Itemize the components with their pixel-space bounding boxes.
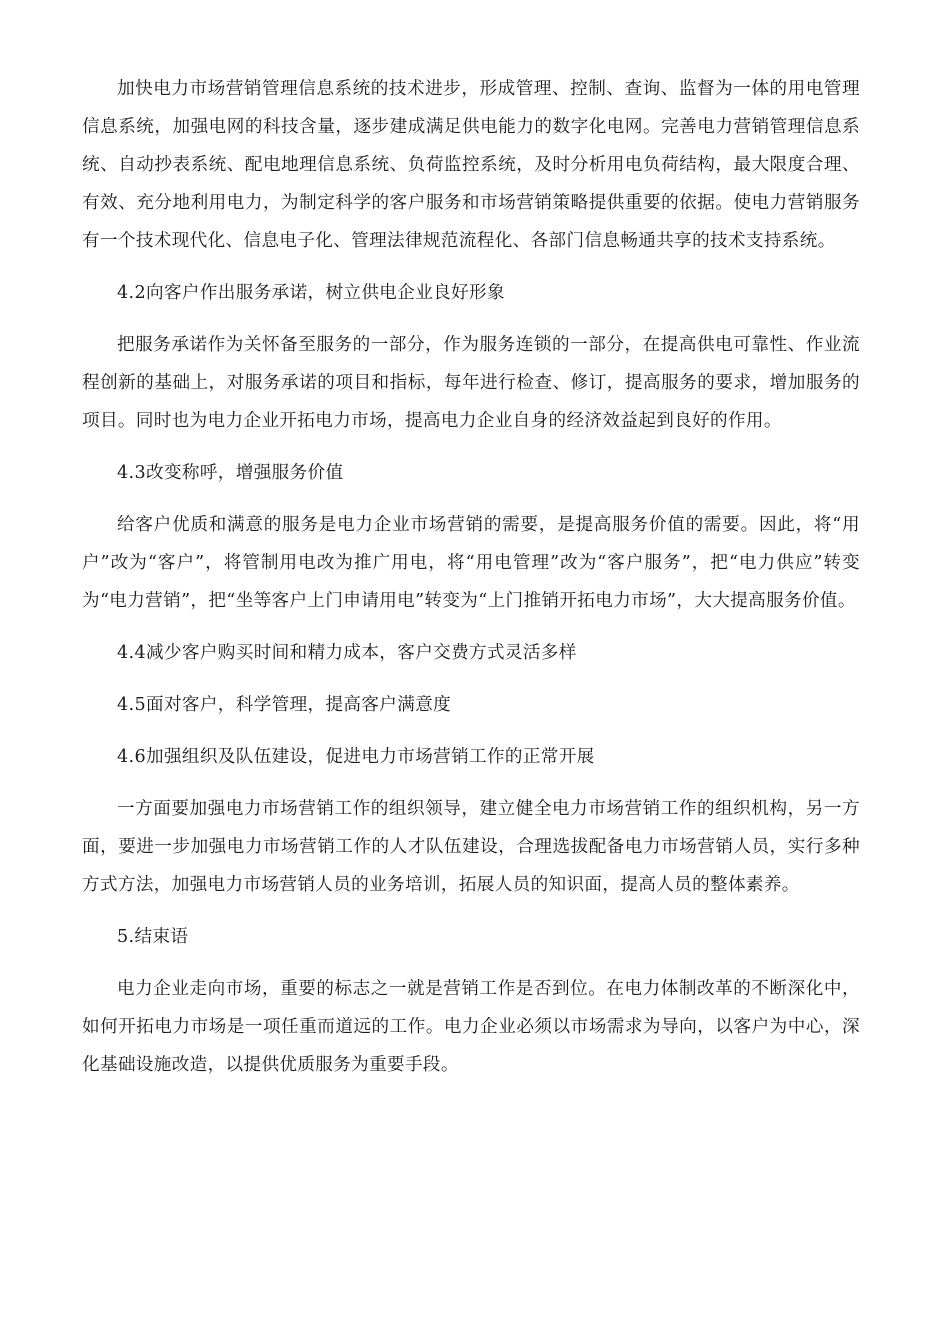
heading-4-2: 4.2向客户作出服务承诺，树立供电企业良好形象 <box>117 283 505 303</box>
paragraph-service-value: 给客户优质和满意的服务是电力企业市场营销的需要，是提高服务价值的需要。因此，将“用户”改为“客户”，将管制用电改为推广用电，将“用电管理”改为“客户服务”，把“电力供应”转变为“电力营销”，把“坐等客户上门申请用电”转变为“上门推销开拓电力市场”，大大提高服务价值。 <box>82 515 860 611</box>
heading-4-4: 4.4减少客户购买时间和精力成本，客户交费方式灵活多样 <box>117 643 577 663</box>
heading-4-6: 4.6加强组织及队伍建设，促进电力市场营销工作的正常开展 <box>117 747 595 767</box>
heading-4-5: 4.5面对客户，科学管理，提高客户满意度 <box>117 695 452 715</box>
paragraph-service-commitment: 把服务承诺作为关怀备至服务的一部分，作为服务连锁的一部分，在提高供电可靠性、作业流程创新的基础上，对服务承诺的项目和指标，每年进行检查、修订，提高服务的要求，增加服务的项目。同时也为电力企业开拓电力市场，提高电力企业自身的经济效益起到良好的作用。 <box>82 335 860 431</box>
heading-5-conclusion: 5.结束语 <box>117 927 189 947</box>
document-page <box>82 70 860 1098</box>
heading-4-3: 4.3改变称呼，增强服务价值 <box>117 463 344 483</box>
paragraph-conclusion: 电力企业走向市场，重要的标志之一就是营销工作是否到位。在电力体制改革的不断深化中，如何开拓电力市场是一项任重而道远的工作。电力企业必须以市场需求为导向，以客户为中心，深化基础设施改造，以提供优质服务为重要手段。 <box>82 979 860 1075</box>
paragraph-info-system: 加快电力市场营销管理信息系统的技术进步，形成管理、控制、查询、监督为一体的用电管理信息系统，加强电网的科技含量，逐步建成满足供电能力的数字化电网。完善电力营销管理信息系统、自动抄表系统、配电地理信息系统、负荷监控系统，及时分析用电负荷结构，最大限度合理、有效、充分地利用电力，为制定科学的客户服务和市场营销策略提供重要的依据。使电力营销服务有一个技术现代化、信息电子化、管理法律规范流程化、各部门信息畅通共享的技术支持系统。 <box>82 79 860 251</box>
paragraph-team-building: 一方面要加强电力市场营销工作的组织领导，建立健全电力市场营销工作的组织机构，另一方面，要进一步加强电力市场营销工作的人才队伍建设，合理选拔配备电力市场营销人员，实行多种方式方法，加强电力市场营销人员的业务培训，拓展人员的知识面，提高人员的整体素养。 <box>82 799 860 895</box>
